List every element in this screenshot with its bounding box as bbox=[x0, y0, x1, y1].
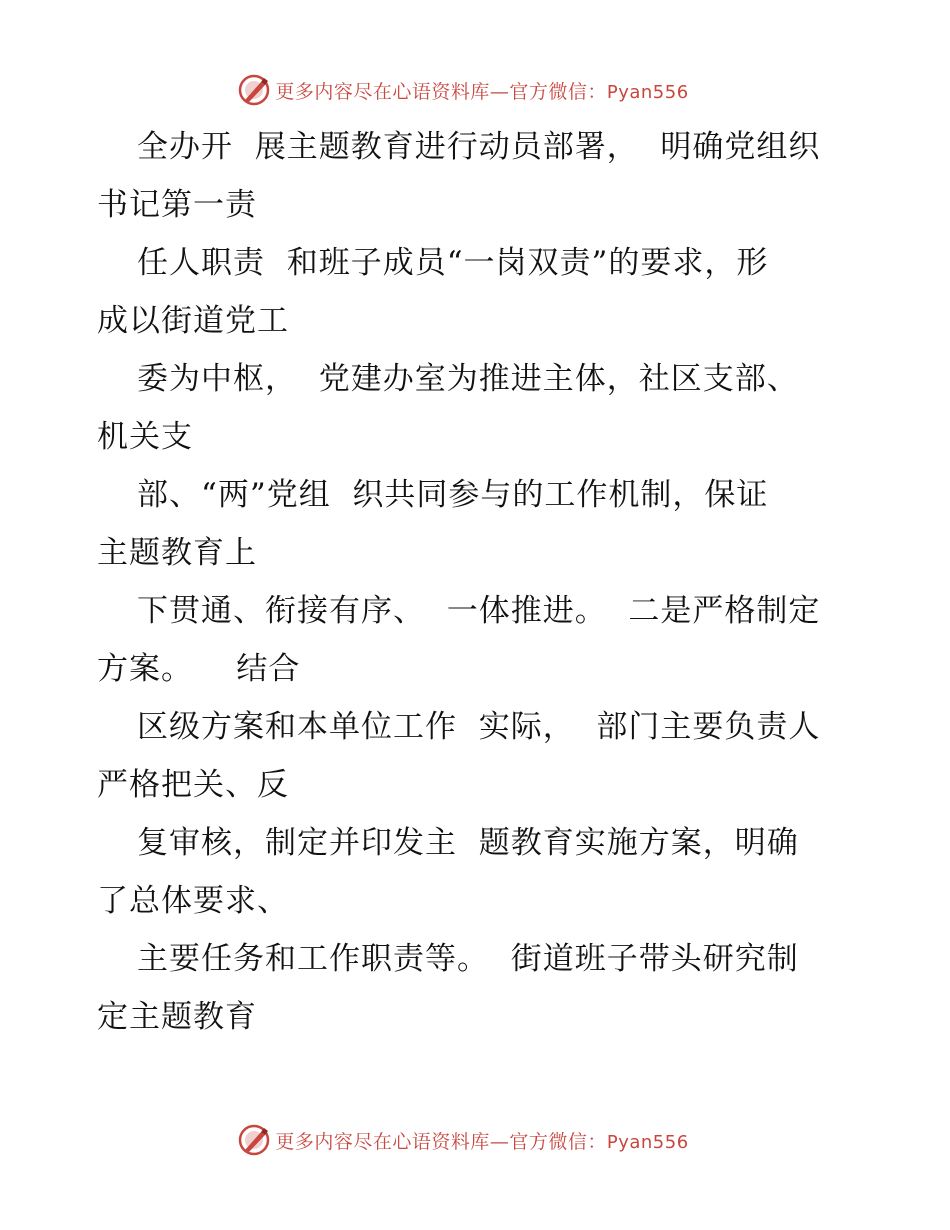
paragraph-line: 书记第一责 bbox=[97, 187, 257, 223]
watermark-text bbox=[275, 77, 688, 104]
pen-seal-icon bbox=[237, 1123, 271, 1157]
paragraph-line: 定主题教育 bbox=[97, 999, 257, 1035]
pen-seal-icon bbox=[237, 73, 271, 107]
paragraph-line: 主要任务和工作职责等。 街道班子带头研究制 bbox=[137, 941, 799, 977]
paragraph-line: 方案。 结合 bbox=[97, 651, 301, 687]
paragraph-line: 下贯通、衔接有序、 一体推进。 二是严格制定 bbox=[137, 593, 821, 629]
watermark-wechat-id: Pyan556 bbox=[606, 1131, 689, 1153]
watermark-label: 更多内容尽在心语资料库—官方微信： bbox=[275, 1130, 607, 1153]
paragraph-line: 严格把关、反 bbox=[97, 767, 289, 803]
paragraph-line: 任人职责 和班子成员“一岗双责”的要求，形 bbox=[137, 245, 769, 281]
paragraph-line: 成以街道党工 bbox=[97, 303, 289, 339]
watermark-text bbox=[275, 1127, 688, 1154]
document-body bbox=[97, 118, 877, 1046]
paragraph-line: 机关支 bbox=[97, 419, 193, 455]
paragraph-line: 复审核，制定并印发主 题教育实施方案，明确 bbox=[137, 825, 799, 861]
header-watermark bbox=[0, 70, 950, 110]
watermark-label: 更多内容尽在心语资料库—官方微信： bbox=[275, 80, 607, 103]
watermark-wechat-id: Pyan556 bbox=[606, 81, 689, 103]
paragraph-line: 主题教育上 bbox=[97, 535, 257, 571]
paragraph-line: 了总体要求、 bbox=[97, 883, 289, 919]
footer-watermark bbox=[0, 1120, 950, 1160]
paragraph-line: 区级方案和本单位工作 实际， 部门主要负责人 bbox=[137, 709, 821, 745]
paragraph-line: 部、“两”党组 织共同参与的工作机制，保证 bbox=[137, 477, 769, 513]
paragraph-line: 全办开 展主题教育进行动员部署， 明确党组织 bbox=[137, 129, 821, 165]
paragraph-line: 委为中枢， 党建办室为推进主体，社区支部、 bbox=[137, 361, 799, 397]
